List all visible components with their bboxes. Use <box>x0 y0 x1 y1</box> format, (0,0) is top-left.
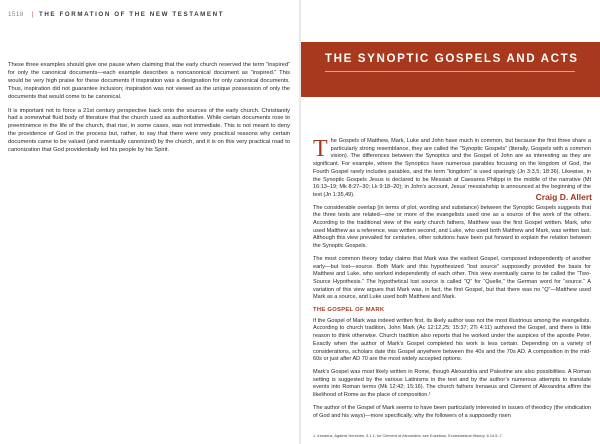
body-paragraph: If the Gospel of Mark was indeed written first, its likely author was not the most illustrious among the evangelists. According to church tradition, John Mark (Ac 12:12,25; 15:37; 2Ti 4:11) authored the Gospel, and there is little reason to think otherwise. Church tradition also reports that he worked under the auspices of the apostle Peter. Exactly when the author of Mark’s Gospel completed his work is less certain. Depending on a variety of considerations, scholars date this Gospel anywhere between the 40s and the 70s AD. A composition in the mid-60s or just after AD 70 are the most widely accepted options. <box>313 317 591 363</box>
body-paragraph: The author of the Gospel of Mark seems to have been particularly interested in issues of theodicy (the vindication of God and his ways)—more specifically, why the followers of a supposedly risen <box>313 404 591 419</box>
chapter-title: THE SYNOPTIC GOSPELS AND ACTS <box>325 52 579 65</box>
drop-cap: T <box>313 136 328 162</box>
intro-paragraph <box>313 138 591 200</box>
title-underline <box>325 71 575 72</box>
intro-text: he Gospels of Matthew, Mark, Luke and John have much in common, but because the first three share a particularly strong resemblance, they are called the “Synoptic Gospels” (literally, Gospels with a common vision). The differences between the Synoptics and the Gospel of John are as interesting as they are significant. For example, where the Synoptics have numerous parables focusing on the kingdom of God, the Fourth Gospel rarely includes parables, and the term “kingdom” is used sparingly (Jn 3:3,5; 18:36). Likewise, in the Synoptic Gospels Jesus is declared to be Messiah at Caesarea Philippi in the middle of the narrative (Mt 16:13–19; Mk 8:27–30; Lk 9:18–20); in John’s account, Jesus’ messiahship is announced at the beginning of the text (Jn 1:35,49). <box>313 138 591 198</box>
left-column <box>8 62 290 161</box>
left-paragraph: It is important not to force a 21st century perspective back onto the sources of the early church. Christianity had a somewhat fluid body of literature that the church used as authoritative. While certain documents rose to preeminence in the life of the church, that rise, in some cases, was not immediate. This is not meant to deny the providence of God in the process but, rather, to say that there were very practical reasons why certain documents came to be valued (and eventually canonized) by the church, and it is on this very practical road to canonization that God providentially led his people by his Spirit. <box>8 107 290 154</box>
left-paragraph: These three examples should give one pause when claiming that the early church reserved the term “inspired” for only the canonical documents—each example describes a noncanonical document as “inspired.” This would be very high praise for these documents if inspiration was a designation for only canonical documents. Thus, inspiration did not guarantee inclusion; inspiration was not viewed as the unique possession of only the documents that would come to be canonical. <box>8 62 290 100</box>
chapter-title-band <box>301 42 600 97</box>
running-title: THE FORMATION OF THE NEW TESTAMENT <box>38 11 225 18</box>
page-number: 1518 <box>8 11 24 18</box>
author-signature: Craig D. Allert <box>535 192 592 202</box>
body-paragraph: Mark’s Gospel was most likely written in Rome, though Alexandria and Palestine are also possibilities. A Roman setting is suggested by the various Latinisms in the text and by the author’s numerous attempts to translate events into Roman terms (Mk 12:42; 15:16). The church fathers Irenaeus and Clement of Alexandria affirm the likelihood of Rome as the place of composition.¹ <box>313 368 591 399</box>
body-paragraph: The considerable overlap (in terms of plot, wording and substance) between the Synoptic Gospels suggests that the three texts are related—one or more of the evangelists used one as a source of the work of the others. According to the traditional view of the early church fathers, Matthew was the first Gospel written. Mark, who used Matthew as a reference, was written second, and Luke, who used both Matthew and Mark, was written last. Although this view prevailed for centuries, other solutions have been put forward to explain the relation between the Synoptic Gospels. <box>313 204 591 250</box>
body-paragraph: The most common theory today claims that Mark was the earliest Gospel, composed independently of another early—but lost—source. Both Mark and this hypothesized “lost source” supposedly provided the basis for Matthew and Luke, who worked independently of each other. This view eventually came to be called the “Two-Source Hypothesis.” The hypothetical lost source is called “Q” for “Quelle,” the German word for “source.” A variation of this view argues that Mark was, in fact, the first Gospel, but that there was no “Q”—Matthew used Mark as a source, and Luke used both Matthew and Mark. <box>313 255 591 301</box>
section-subheading: THE GOSPEL OF MARK <box>313 307 385 314</box>
divider: | <box>31 11 35 18</box>
running-head <box>8 11 308 23</box>
right-column <box>313 138 591 425</box>
footnote: 1. Irenaeus, Against Heresies, 3.1.1; for Clement of Alexandria, see Eusebius, Ecclesiastical History, 6.14.5–7. <box>313 433 503 438</box>
